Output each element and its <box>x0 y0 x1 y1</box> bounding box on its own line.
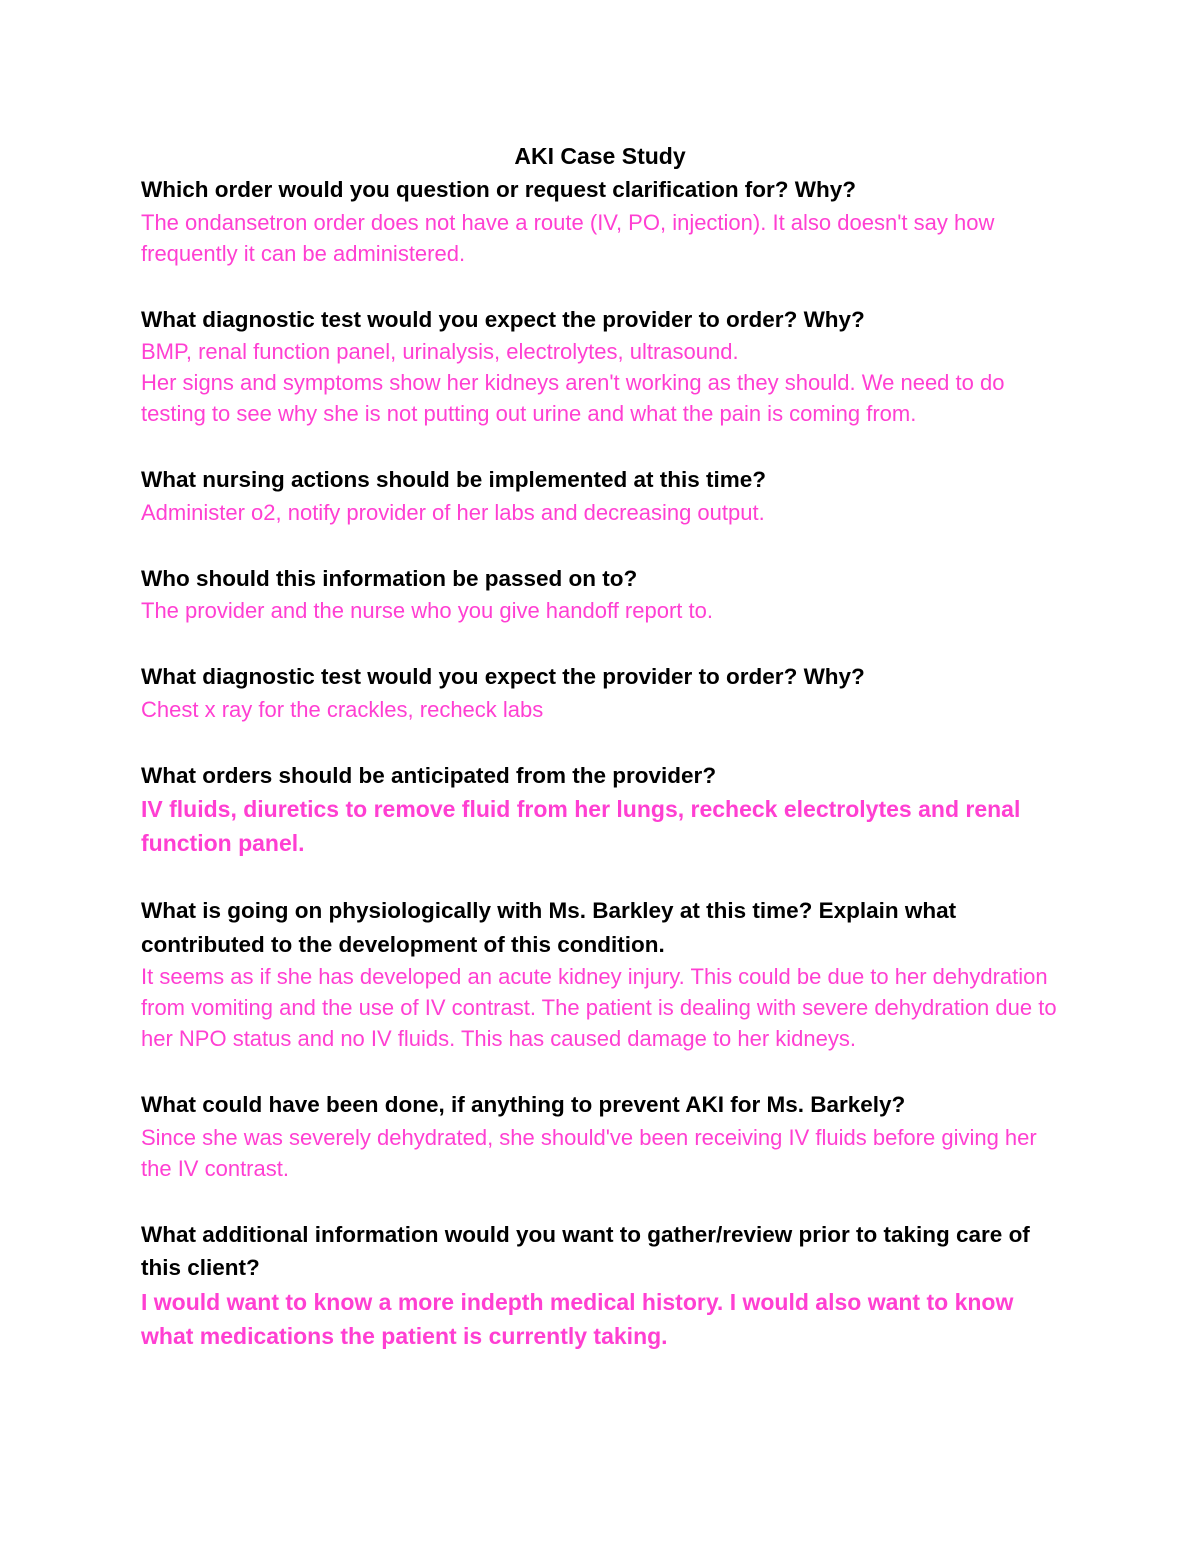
question-text: What diagnostic test would you expect the provider to order? Why? <box>141 306 865 332</box>
question-block-7 <box>141 894 1071 1054</box>
question-block-8 <box>141 1088 1071 1184</box>
question-block-2 <box>141 303 1071 430</box>
document-page <box>141 140 1071 1353</box>
question-text: What could have been done, if anything to prevent AKI for Ms. Barkely? <box>141 1092 906 1117</box>
answer-text: Her signs and symptoms show her kidneys aren't working as they should. We need to do testing to see why she is not putting out urine and what the pain is coming from. <box>141 370 1005 426</box>
question-text: What orders should be anticipated from the provider? <box>141 762 717 788</box>
answer-text: Since she was severely dehydrated, she should've been receiving IV fluids before giving her the IV contrast. <box>141 1124 1037 1181</box>
question-block-4 <box>141 562 1071 627</box>
answer-text: BMP, renal function panel, urinalysis, electrolytes, ultrasound. <box>141 339 739 364</box>
answer-text: Chest x ray for the crackles, recheck labs <box>141 696 544 722</box>
question-text: Which order would you question or request clarification for? Why? <box>141 177 857 202</box>
answer-text: The provider and the nurse who you give handoff report to. <box>141 598 713 623</box>
question-text: What is going on physiologically with Ms. Barkley at this time? Explain what contributed to the development of this condition. <box>141 898 957 957</box>
question-block-5 <box>141 660 1071 725</box>
answer-text: I would want to know a more indepth medical history. I would also want to know what medications the patient is currently taking. <box>141 1288 1014 1349</box>
document-title: AKI Case Study <box>514 143 686 169</box>
answer-text: The ondansetron order does not have a route (IV, PO, injection). It also doesn't say how frequently it can be administered. <box>141 209 995 266</box>
question-block-3 <box>141 463 1071 528</box>
question-text: What nursing actions should be implemented at this time? <box>141 467 767 492</box>
question-text: What additional information would you want to gather/review prior to taking care of this client? <box>141 1221 1030 1280</box>
answer-text: IV fluids, diuretics to remove fluid from her lungs, recheck electrolytes and renal function panel. <box>141 796 1021 856</box>
answer-text: Administer o2, notify provider of her labs and decreasing output. <box>141 499 765 525</box>
question-block-9 <box>141 1218 1071 1353</box>
answer-text: It seems as if she has developed an acute kidney injury. This could be due to her dehydration from vomiting and the use of IV contrast. The patient is dealing with severe dehydration due to her NPO status and no IV fluids. This has caused damage to her kidneys. <box>141 964 1057 1051</box>
question-text: Who should this information be passed on to? <box>141 565 638 591</box>
question-block-6 <box>141 759 1071 861</box>
question-text: What diagnostic test would you expect the provider to order? Why? <box>141 664 865 689</box>
question-block-1 <box>141 173 1071 269</box>
